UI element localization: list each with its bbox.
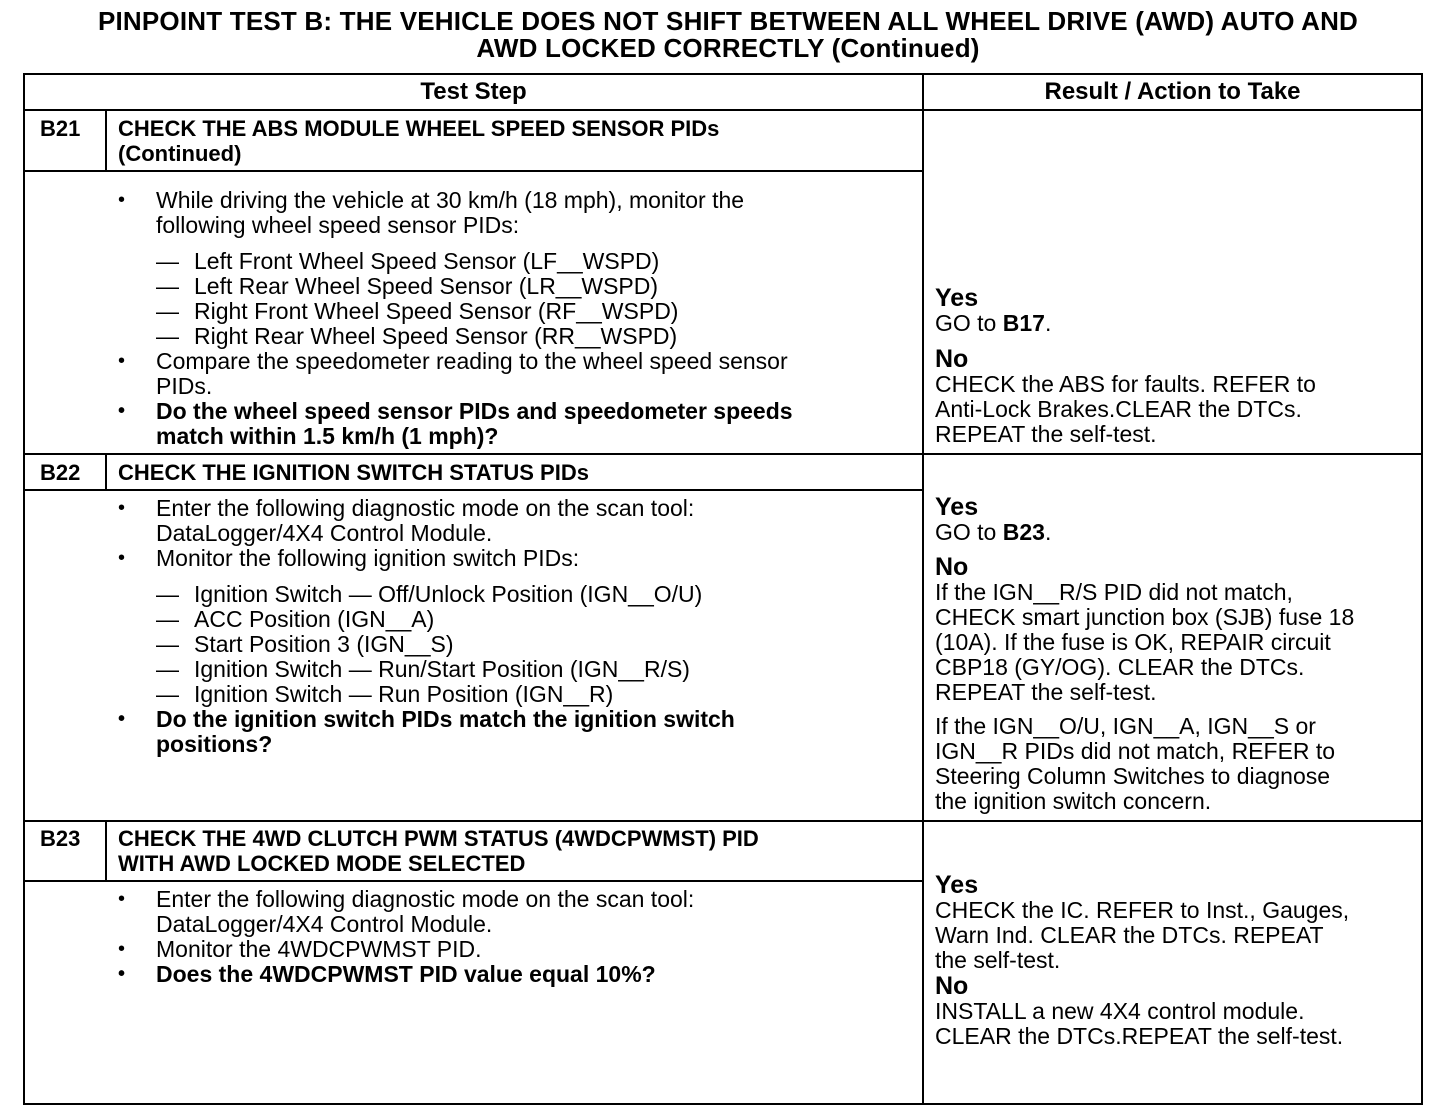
b21-bullet-2: • Compare the speedometer reading to the wheel speed sensor PIDs. [118,348,788,399]
b23-row-divider [23,820,1423,822]
step-id-b22: B22 [40,460,81,485]
b21-title-divider [23,170,923,172]
b23-id-divider [105,820,107,881]
b22-title-divider [23,489,923,491]
b21-sub-4: — Right Rear Wheel Speed Sensor (RR__WSPD) [156,323,678,349]
title-line-2: AWD LOCKED CORRECTLY (Continued) [476,33,980,63]
b21-sub-2: — Left Rear Wheel Speed Sensor (LR__WSPD) [156,273,659,299]
title-line-1: PINPOINT TEST B: THE VEHICLE DOES NOT SHIFT BETWEEN ALL WHEEL DRIVE (AWD) AUTO AND [97,6,1359,36]
b21-yes-label: Yes [935,284,979,312]
b21-bullet-1: • While driving the vehicle at 30 km/h (18 mph), monitor the following wheel speed sensor PIDs: [118,187,745,238]
b22-sub-2: — ACC Position (IGN__A) [156,606,435,632]
b23-bullet-1: • Enter the following diagnostic mode on the scan tool: DataLogger/4X4 Control Module. [118,886,695,937]
b21-id-divider [105,109,107,171]
b21-result [935,285,1405,447]
b22-sub-4: — Ignition Switch — Run/Start Position (IGN__R/S) [156,656,690,682]
b22-yes-action: GO to B23. [935,519,1052,545]
b21-bullet-3: • Do the wheel speed sensor PIDs and speedometer speeds match within 1.5 km/h (1 mph)? [118,398,793,449]
b22-sub-5: — Ignition Switch — Run Position (IGN__R) [156,681,614,707]
b21-sub-1: — Left Front Wheel Speed Sensor (LF__WSPD) [156,248,660,274]
step-id-b23: B23 [40,826,81,851]
column-divider [922,73,924,1105]
header-divider [23,109,1423,111]
b23-bullet-2: • Monitor the 4WDCPWMST PID. [118,936,482,962]
header-test-step: Test Step [420,78,527,105]
step-id-b21: B21 [40,116,81,141]
b22-row-divider [23,453,1423,455]
b22-id-divider [105,453,107,490]
b21-no-action: CHECK the ABS for faults. REFER to Anti-Lock Brakes.CLEAR the DTCs. REPEAT the self-test. [935,371,1316,447]
b23-no-label: No [935,972,969,1000]
b22-no-action-a: If the IGN__R/S PID did not match, CHECK smart junction box (SJB) fuse 18 (10A). If the fuse is OK, REPAIR circuit CBP18 (GY/OG). CLEAR the DTCs. REPEAT the self-test. [935,579,1355,705]
b21-no-label: No [935,345,969,373]
b22-result [935,494,1405,814]
step-title-b21: CHECK THE ABS MODULE WHEEL SPEED SENSOR PIDs (Continued) [118,116,720,166]
b22-bullet-3: • Do the ignition switch PIDs match the ignition switch positions? [118,706,735,757]
b23-result [935,872,1405,1049]
page-title [0,8,1456,62]
b23-yes-action: CHECK the IC. REFER to Inst., Gauges, Warn Ind. CLEAR the DTCs. REPEAT the self-test. [935,897,1350,973]
b22-sub-3: — Start Position 3 (IGN__S) [156,631,454,657]
step-title-b22: CHECK THE IGNITION SWITCH STATUS PIDs [118,460,589,485]
b23-no-action: INSTALL a new 4X4 control module. CLEAR the DTCs.REPEAT the self-test. [935,998,1344,1049]
b21-yes-action: GO to B17. [935,310,1052,336]
header-result: Result / Action to Take [1044,78,1301,105]
b21-sub-3: — Right Front Wheel Speed Sensor (RF__WSPD) [156,298,679,324]
b23-title-divider [23,880,923,882]
b23-yes-label: Yes [935,871,979,899]
b22-bullet-2: • Monitor the following ignition switch PIDs: [118,545,580,571]
b22-no-action-b: If the IGN__O/U, IGN__A, IGN__S or IGN__R PIDs did not match, REFER to Steering Column Switches to diagnose the ignition switch concern. [935,713,1336,814]
b23-bullet-3: • Does the 4WDCPWMST PID value equal 10%? [118,961,656,987]
b22-sub-1: — Ignition Switch — Off/Unlock Position (IGN__O/U) [156,581,703,607]
step-title-b23: CHECK THE 4WD CLUTCH PWM STATUS (4WDCPWMST) PID WITH AWD LOCKED MODE SELECTED [118,826,759,876]
b22-bullet-1: • Enter the following diagnostic mode on the scan tool: DataLogger/4X4 Control Module. [118,495,695,546]
b22-no-label: No [935,553,969,581]
b22-yes-label: Yes [935,493,979,521]
